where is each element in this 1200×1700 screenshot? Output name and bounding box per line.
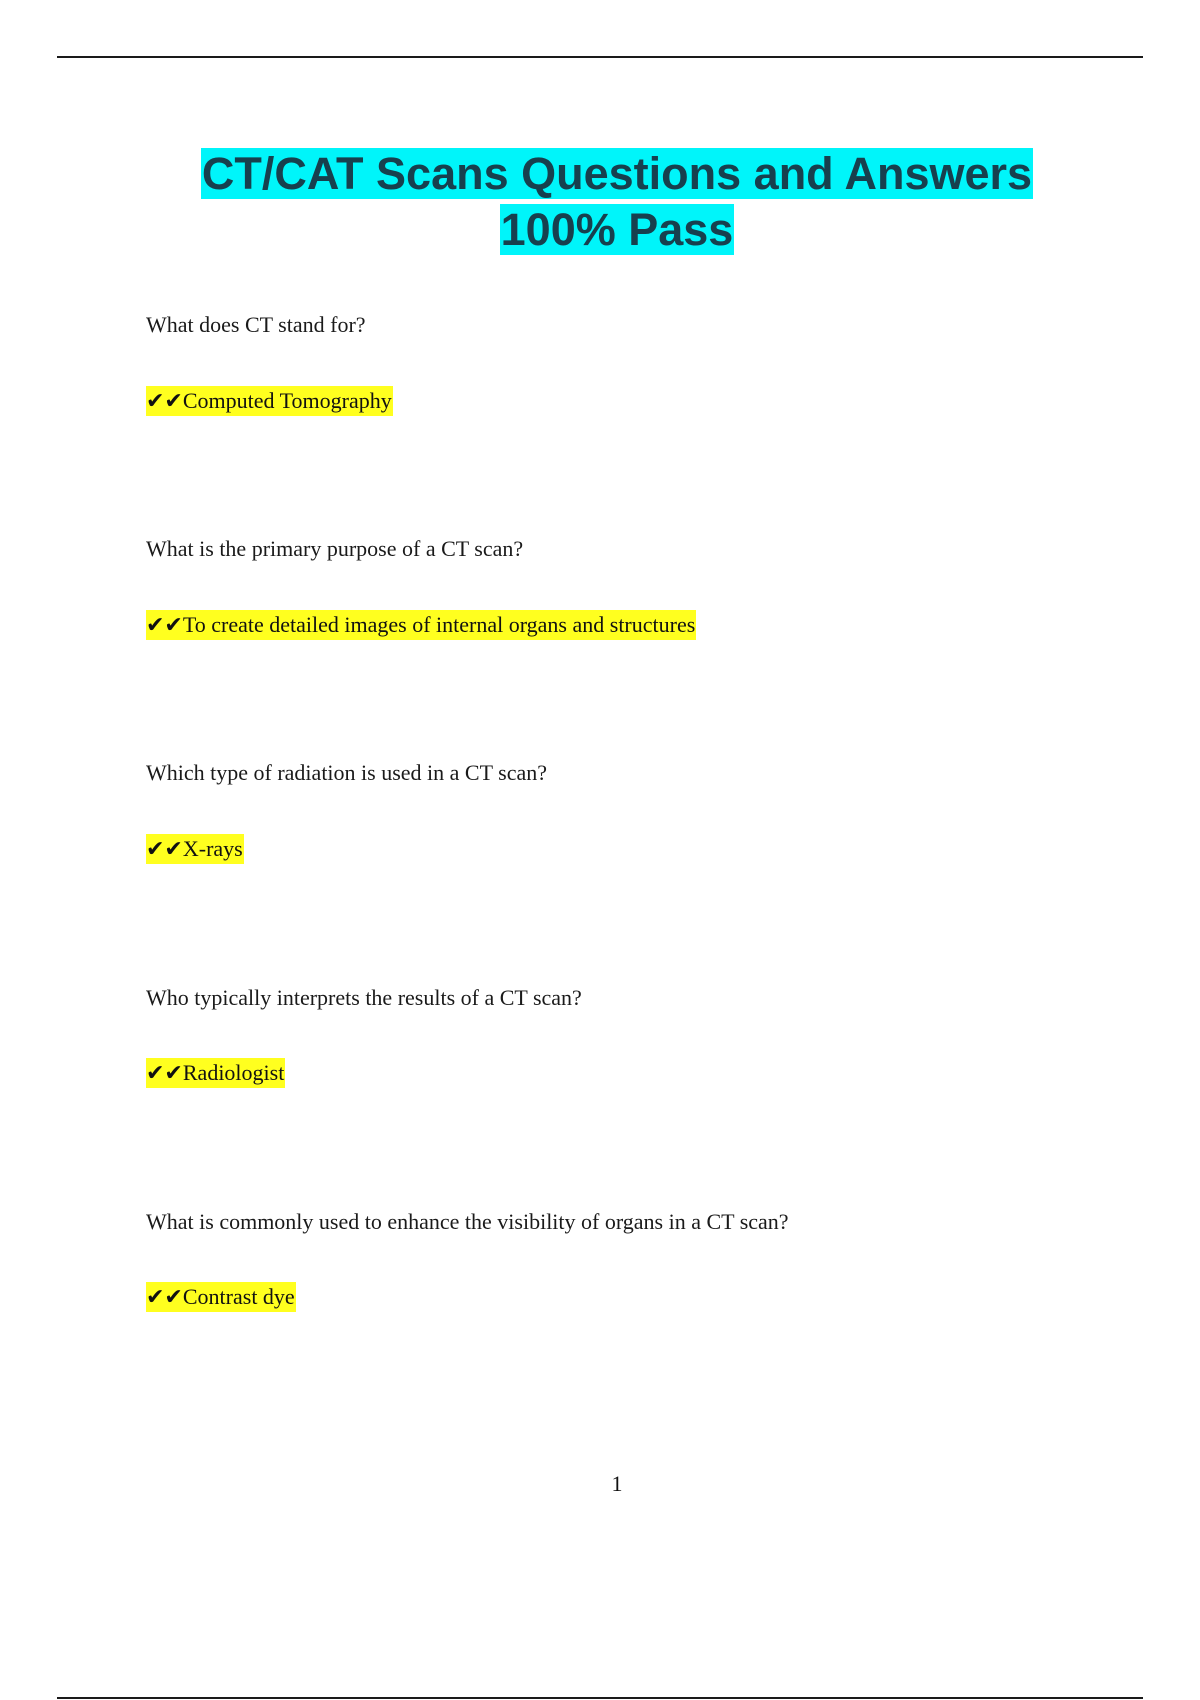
footer-rule: [57, 1697, 1143, 1699]
answer-text: To create detailed images of internal organs and structures: [182, 612, 696, 637]
answer-5: [146, 1283, 296, 1312]
page-number: 1: [611, 1471, 623, 1496]
double-check-icon: ✔✔: [146, 1061, 183, 1086]
answer-3: [146, 835, 244, 864]
answer-4: [146, 1059, 285, 1088]
question-2: What is the primary purpose of a CT scan?: [146, 536, 524, 561]
header-rule: [57, 56, 1143, 58]
double-check-icon: ✔✔: [146, 389, 183, 414]
answer-2: [146, 611, 696, 640]
answer-text: Radiologist: [182, 1060, 285, 1085]
title-line-1: CT/CAT Scans Questions and Answers: [201, 148, 1033, 199]
double-check-icon: ✔✔: [146, 613, 183, 638]
answer-text: X-rays: [182, 836, 243, 861]
question-1: What does CT stand for?: [146, 312, 366, 337]
answer-text: Computed Tomography: [182, 388, 392, 413]
answer-highlight: [146, 1282, 296, 1312]
double-check-icon: ✔✔: [146, 1285, 183, 1310]
answer-text: Contrast dye: [182, 1284, 295, 1309]
answer-highlight: [146, 610, 696, 640]
question-4: Who typically interprets the results of a CT scan?: [146, 985, 582, 1010]
answer-highlight: [146, 834, 244, 864]
answer-highlight: [146, 386, 393, 416]
question-3: Which type of radiation is used in a CT scan?: [146, 760, 547, 785]
question-5: What is commonly used to enhance the visibility of organs in a CT scan?: [146, 1209, 789, 1234]
document-title: [0, 146, 1200, 258]
answer-highlight: [146, 1058, 285, 1088]
double-check-icon: ✔✔: [146, 837, 183, 862]
title-line-2: 100% Pass: [500, 204, 734, 255]
answer-1: [146, 387, 393, 416]
